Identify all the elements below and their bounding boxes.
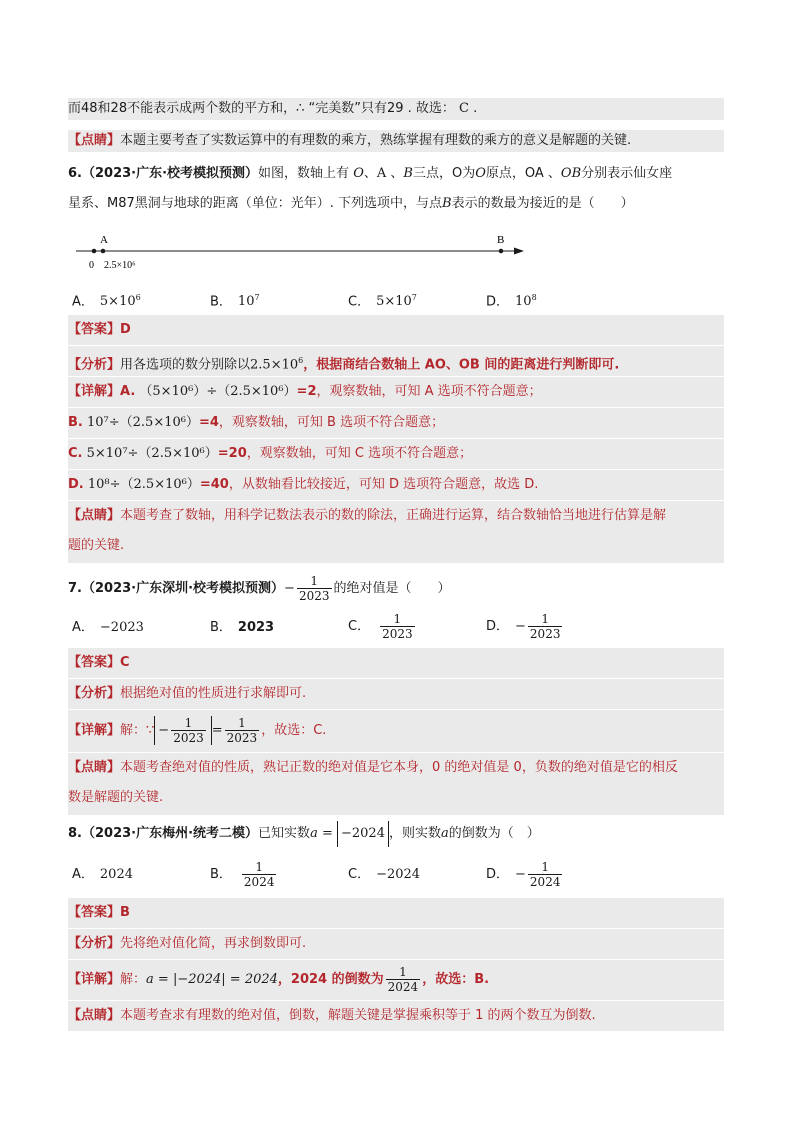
analysis-text-a: 用各选项的数分别除以 (120, 357, 251, 373)
q7-stem (68, 572, 724, 606)
q8-stem-b: ，则实数 (388, 826, 441, 841)
option-fraction (528, 860, 563, 889)
q6-detail-row-a (68, 377, 724, 407)
q6-stem-line2 (68, 193, 724, 215)
detail-rest: ，观察数轴，可知 C 选项不符合题意； (246, 446, 473, 461)
option-exp: 6 (135, 293, 141, 302)
option-exp: 7 (411, 293, 417, 302)
detail-text-b: ，2024 的倒数为 (277, 972, 384, 987)
detail-rest: ，观察数轴，可知 B 选项不符合题意； (218, 415, 445, 430)
detail-expr: 10⁷÷（2.5×10⁶） (87, 415, 199, 430)
detail-fraction-2 (225, 716, 260, 745)
q6-detail-row-c (68, 439, 724, 469)
q6-stem-b: 三点，O为 (412, 166, 476, 181)
frac-num: 1 (310, 574, 319, 588)
option-text: 2023 (237, 620, 275, 635)
option-exp: 8 (531, 293, 537, 302)
option-neg: − (515, 867, 526, 882)
option-fraction (528, 612, 563, 641)
option-letter: A． (72, 294, 94, 310)
detail-expr: a = |−2024| = 2024 (146, 972, 278, 987)
answer-label: 【答案】 (68, 905, 121, 920)
top-dianjing (68, 130, 724, 152)
continuation-answer: C . (459, 101, 478, 116)
q8-option-c[interactable] (348, 858, 420, 892)
q6-stem-d: 分别表示仙女座 (581, 166, 673, 181)
detail-eq: = (211, 723, 223, 738)
option-letter: B． (210, 867, 232, 882)
q7-dianjing (68, 753, 724, 815)
frac-den: 2023 (298, 589, 330, 603)
q6-stem-a: 如图，数轴上有 (258, 166, 350, 181)
q6-B2: B (442, 196, 452, 211)
option-letter: A． (72, 620, 94, 635)
q7-stem-end: 的绝对值是（ ） (333, 581, 451, 596)
option-letter: D． (486, 619, 510, 634)
detail-result: =4 (198, 415, 219, 430)
q7-answer-row (68, 648, 724, 678)
detail-text-a: 解： (120, 972, 147, 987)
detail-result: =2 (296, 384, 317, 399)
dianjing-text: 本题考查求有理数的绝对值，倒数，解题关键是掌握乘积等于 1 的两个数互为倒数. (120, 1008, 596, 1023)
frac-num: 1 (399, 965, 407, 979)
point-O (92, 249, 97, 254)
q6-stem-line1 (68, 163, 724, 185)
option-base: 10 (237, 294, 255, 310)
point-B (499, 249, 504, 254)
analysis-text-b: ，根据商结合数轴上 AO、OB 间的距离进行判断即可. (303, 357, 620, 373)
q6-OB: OB (560, 166, 582, 181)
analysis-exp: 6 (298, 356, 304, 365)
frac-den: 2023 (529, 627, 561, 641)
analysis-text: 先将绝对值化简，再求倒数即可. (120, 936, 307, 951)
q8-answer-row (68, 898, 724, 928)
option-base: 5×10 (99, 294, 136, 310)
frac-num: 1 (238, 716, 246, 730)
answer-value: D (120, 322, 131, 337)
q6-B: B (403, 166, 413, 181)
label-2-5e6: 2.5×10⁶ (104, 260, 136, 271)
detail-prefix: A. (120, 384, 136, 399)
q8-stem-c: 的倒数为（ ） (448, 826, 540, 841)
option-fraction (242, 860, 277, 889)
q6-option-c[interactable] (348, 285, 417, 311)
q6-answer-row (68, 315, 724, 345)
q6-sep1: 、 (363, 166, 377, 181)
detail-neg: − (158, 723, 170, 738)
q7-detail-row (68, 710, 724, 752)
detail-text-a: 解：∵ (120, 723, 155, 738)
q8-source: （2023·广东梅州·统考二模） (81, 826, 259, 841)
frac-num: 1 (255, 860, 264, 874)
q6-dianjing (68, 501, 724, 563)
option-letter: D． (486, 867, 510, 882)
detail-prefix: C. (68, 446, 83, 461)
q7-option-c[interactable] (348, 608, 417, 646)
q8-stem-a: 已知实数 (258, 826, 311, 841)
detail-fraction (386, 965, 421, 994)
option-text: 2024 (99, 867, 133, 882)
option-base: 10 (515, 294, 532, 310)
option-base: 5×10 (376, 294, 412, 310)
point-A (101, 249, 106, 254)
label-zero: 0 (89, 260, 94, 271)
frac-den: 2024 (387, 980, 419, 994)
label-B: B (497, 234, 505, 246)
q6-source: （2023·广东·校考模拟预测） (81, 166, 259, 181)
number-line-figure (70, 228, 540, 276)
option-neg: − (515, 619, 526, 634)
detail-label: 【详解】 (68, 972, 121, 987)
q8-number: 8. (68, 826, 82, 841)
frac-den: 2024 (529, 875, 561, 889)
option-fraction (380, 612, 415, 641)
dianjing-label: 【点睛】 (68, 760, 121, 775)
detail-end: ，故选：C. (261, 723, 327, 738)
q6-A: A (376, 166, 387, 181)
answer-value: C (120, 655, 130, 670)
q7-analysis-row (68, 679, 724, 709)
q7-source: （2023·广东深圳·校考模拟预测） (81, 581, 285, 596)
analysis-num: 2.5×10 (250, 357, 299, 373)
q8-option-a[interactable] (72, 858, 133, 892)
answer-label: 【答案】 (68, 655, 121, 670)
frac-num: 1 (393, 612, 402, 626)
dianjing-label: 【点睛】 (68, 508, 121, 523)
q7-fraction (297, 574, 332, 603)
q8-a-var-2: a (441, 826, 449, 841)
q6-detail-row-d (68, 470, 724, 500)
q8-eq: = (317, 826, 337, 841)
q7-neg: − (284, 581, 295, 596)
abs-value (154, 716, 211, 745)
analysis-label: 【分析】 (68, 357, 121, 373)
q6-stem-line2-a: 星系、M87黑洞与地球的距离（单位：光年）. 下列选项中，与点 (68, 196, 443, 211)
option-exp: 7 (254, 293, 260, 302)
q8-option-d[interactable] (486, 856, 564, 894)
detail-result: =40 (199, 477, 229, 492)
q6-option-a[interactable] (72, 285, 141, 311)
frac-num: 1 (541, 612, 550, 626)
q7-number: 7. (68, 581, 82, 596)
answer-label: 【答案】 (68, 322, 121, 337)
dianjing-text-1: 本题考查绝对值的性质，熟记正数的绝对值是它本身，0 的绝对值是 0，负数的绝对值是它的相反 (120, 760, 678, 775)
detail-expr: 10⁸÷（2.5×10⁶） (87, 477, 200, 492)
q7-option-a[interactable] (72, 612, 144, 644)
dianjing-text-2: 题的关键. (68, 538, 125, 553)
q6-detail-row-b (68, 408, 724, 438)
detail-label: 【详解】 (68, 723, 121, 738)
option-letter: B． (210, 620, 232, 635)
dianjing-text: 本题主要考查了实数运算中的有理数的乘方，熟练掌握有理数的乘方的意义是解题的关键. (120, 133, 632, 148)
detail-result: =20 (217, 446, 247, 461)
q6-sep2: 、 (386, 166, 404, 181)
dianjing-label: 【点睛】 (68, 133, 121, 148)
frac-den: 2023 (226, 731, 258, 745)
analysis-label: 【分析】 (68, 686, 121, 701)
label-A: A (100, 234, 108, 246)
option-letter: A． (72, 867, 94, 882)
option-letter: B． (210, 294, 232, 310)
q6-stem-line2-b: 表示的数最为接近的是（ ） (451, 196, 634, 211)
q6-O: O (353, 166, 364, 181)
option-text: −2024 (376, 867, 421, 882)
number-line-arrow (514, 248, 524, 255)
q8-analysis-row (68, 929, 724, 959)
q8-detail-row (68, 960, 724, 1000)
option-letter: C． (348, 294, 371, 310)
continuation-text: 而48和28不能表示成两个数的平方和，∴ “完美数”只有29 . 故选： (68, 101, 455, 116)
q8-option-b[interactable] (210, 856, 278, 894)
q7-option-b[interactable] (210, 612, 274, 644)
detail-expr: 5×10⁷÷（2.5×10⁶） (86, 446, 218, 461)
q8-stem (68, 821, 724, 847)
detail-text-c: ，故选：B. (422, 972, 490, 987)
q8-dianjing (68, 1001, 724, 1031)
q6-stem-c: 原点，OA 、 (485, 166, 561, 181)
q8-abs-val: −2024 (337, 821, 389, 847)
q7-option-d[interactable] (486, 608, 564, 646)
option-letter: D． (486, 294, 510, 310)
dianjing-label: 【点睛】 (68, 1008, 121, 1023)
frac-den: 2023 (382, 627, 413, 641)
analysis-text: 根据绝对值的性质进行求解即可. (120, 686, 307, 701)
q6-option-d[interactable] (486, 285, 537, 311)
option-letter: C． (348, 867, 371, 882)
q6-analysis-row (68, 346, 724, 376)
detail-label: 【详解】 (68, 384, 121, 399)
q6-option-b[interactable] (210, 285, 260, 311)
detail-prefix: B. (68, 415, 83, 430)
analysis-label: 【分析】 (68, 936, 121, 951)
continuation-line (68, 98, 724, 120)
answer-value: B (120, 905, 130, 920)
q6-number: 6. (68, 166, 82, 181)
frac-den: 2023 (173, 731, 204, 745)
q6-O2: O (475, 166, 486, 181)
dianjing-text-2: 数是解题的关键. (68, 790, 164, 805)
option-letter: C． (348, 619, 371, 634)
frac-num: 1 (541, 860, 550, 874)
frac-num: 1 (184, 716, 193, 730)
detail-expr: （5×10⁶）÷（2.5×10⁶） (139, 384, 297, 399)
detail-rest: ，从数轴看比较接近，可知 D 选项符合题意，故选 D. (228, 477, 539, 492)
detail-fraction (171, 716, 206, 745)
dianjing-text-1: 本题考查了数轴，用科学记数法表示的数的除法，正确进行运算，结合数轴恰当地进行估算是解 (120, 508, 667, 523)
frac-den: 2024 (243, 875, 275, 889)
q8-a-var: a (310, 826, 318, 841)
detail-rest: ，观察数轴，可知 A 选项不符合题意； (316, 384, 542, 399)
option-text: −2023 (99, 620, 144, 635)
detail-prefix: D. (68, 477, 84, 492)
